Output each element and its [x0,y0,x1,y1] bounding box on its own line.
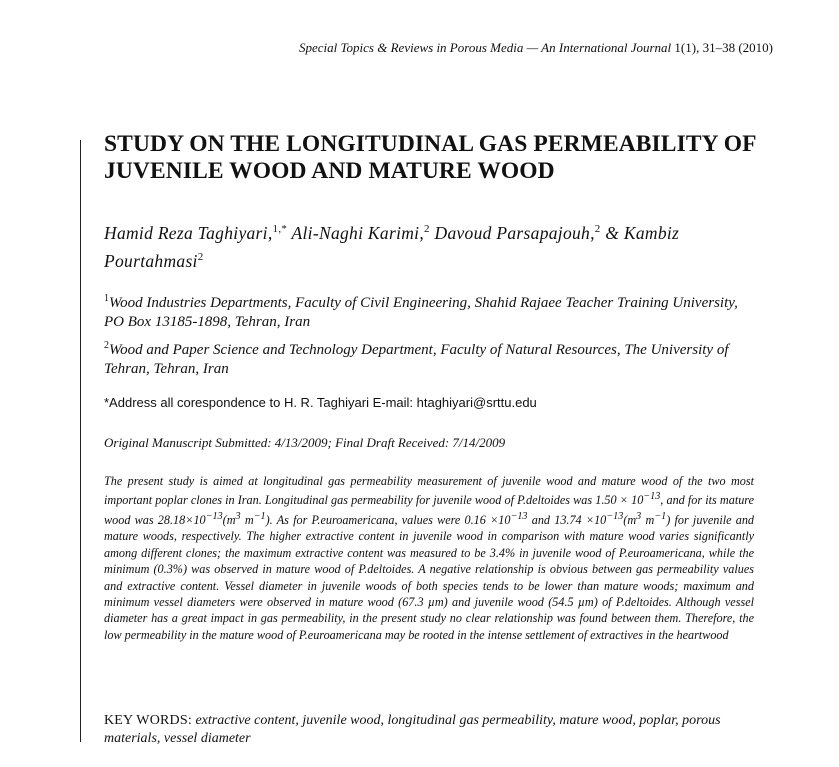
author-name: Hamid Reza Taghiyari, [104,222,273,243]
abstract-text: , and for its mature wood was 28.18×10 [104,493,754,527]
author-affil-mark: 2 [424,223,430,235]
abstract-exponent: −13 [205,510,223,522]
abstract-exponent: −13 [510,510,528,522]
abstract-text: (m [623,512,637,527]
abstract-text: m [641,512,655,527]
abstract-exponent: −13 [606,510,624,522]
affiliation-mark: 1 [104,293,109,304]
journal-header [299,40,773,56]
manuscript-dates: Original Manuscript Submitted: 4/13/2009; Final Draft Received: 7/14/2009 [104,435,506,450]
correspondence-address: *Address all corespondence to H. R. Taghiyari E-mail: htaghiyari@srttu.edu [104,395,537,410]
author-affil-mark: 2 [594,223,601,235]
affiliation-text: Wood Industries Departments, Faculty of Civil Engineering, Shahid Rajaee Teacher Training University, PO Box 13185-1898, Tehran, Iran [104,295,738,330]
author-list [104,217,764,273]
affiliation-mark: 2 [104,340,109,351]
abstract-exponent: −1 [253,510,266,522]
abstract-exponent: −13 [643,491,661,503]
abstract-exponent: −1 [654,510,667,522]
keywords-text: extractive content, juvenile wood, longitudinal gas permeability, mature wood, poplar, porous materials, vessel diameter [104,713,721,746]
abstract-text: 10 [631,493,644,508]
journal-name: Special Topics & Reviews in Porous Media — An International Journal [299,40,672,55]
keywords-label: KEY WORDS: [104,713,192,728]
abstract-text: The present study is aimed at longitudinal gas permeability measurement of juvenile wood and mature wood of the two most important poplar clones in Iran. Longitudinal gas permeability for juvenile wood of P.deltoides was 1.50 × [104,474,754,508]
keywords [104,712,759,748]
affiliation-2 [104,336,759,379]
abstract-text: ) for juvenile and mature woods, respectively. The higher extractive content in juvenile wood in comparison with mature wood varies significantly among different clones; the maximum extractive content was measured to be 3.4% in juvenile wood of P.euroamericana, while the minimum (0.3%) was observed in mature wood of P.deltoides. A negative relationship is obvious between gas permeability values and extractive content. Vessel diameter in juvenile woods of both species tends to be lower than mature woods; maximum and minimum vessel diameters were observed in mature wood (67.3 µm) and juvenile wood (54.5 µm) of P.deltoides. Although vessel diameter has a great impact in gas permeability, in the present study no clear relationship was found between them. Therefore, the low permeability in the mature wood of P.euroamericana may be rooted in the intense settlement of extractives in the heartwood [104,512,755,642]
left-margin-rule [80,140,81,742]
abstract-text: (m [222,512,236,527]
author-affil-mark: 1,* [272,223,288,235]
author-affil-mark: 2 [197,250,204,263]
paper-title: STUDY ON THE LONGITUDINAL GAS PERMEABILITY OF JUVENILE WOOD AND MATURE WOOD [104,131,756,184]
author-name: Davoud Parsapajouh, [429,222,595,243]
affiliation-1 [104,289,759,332]
abstract-exponent: 3 [636,510,642,522]
author-name: & Kambiz Pourtahmasi [104,222,680,271]
abstract-exponent: 3 [235,510,241,522]
abstract [104,473,754,643]
affiliation-text: Wood and Paper Science and Technology Department, Faculty of Natural Resources, The University of Tehran, Tehran, Iran [104,342,729,377]
abstract-text: and 13.74 ×10 [527,512,607,527]
journal-citation: 1(1), 31–38 (2010) [671,40,773,55]
abstract-text: ). As for P.euroamericana, values were 0.16 ×10 [265,512,511,527]
author-name: Ali-Naghi Karimi, [287,222,425,243]
abstract-text: m [240,512,254,527]
